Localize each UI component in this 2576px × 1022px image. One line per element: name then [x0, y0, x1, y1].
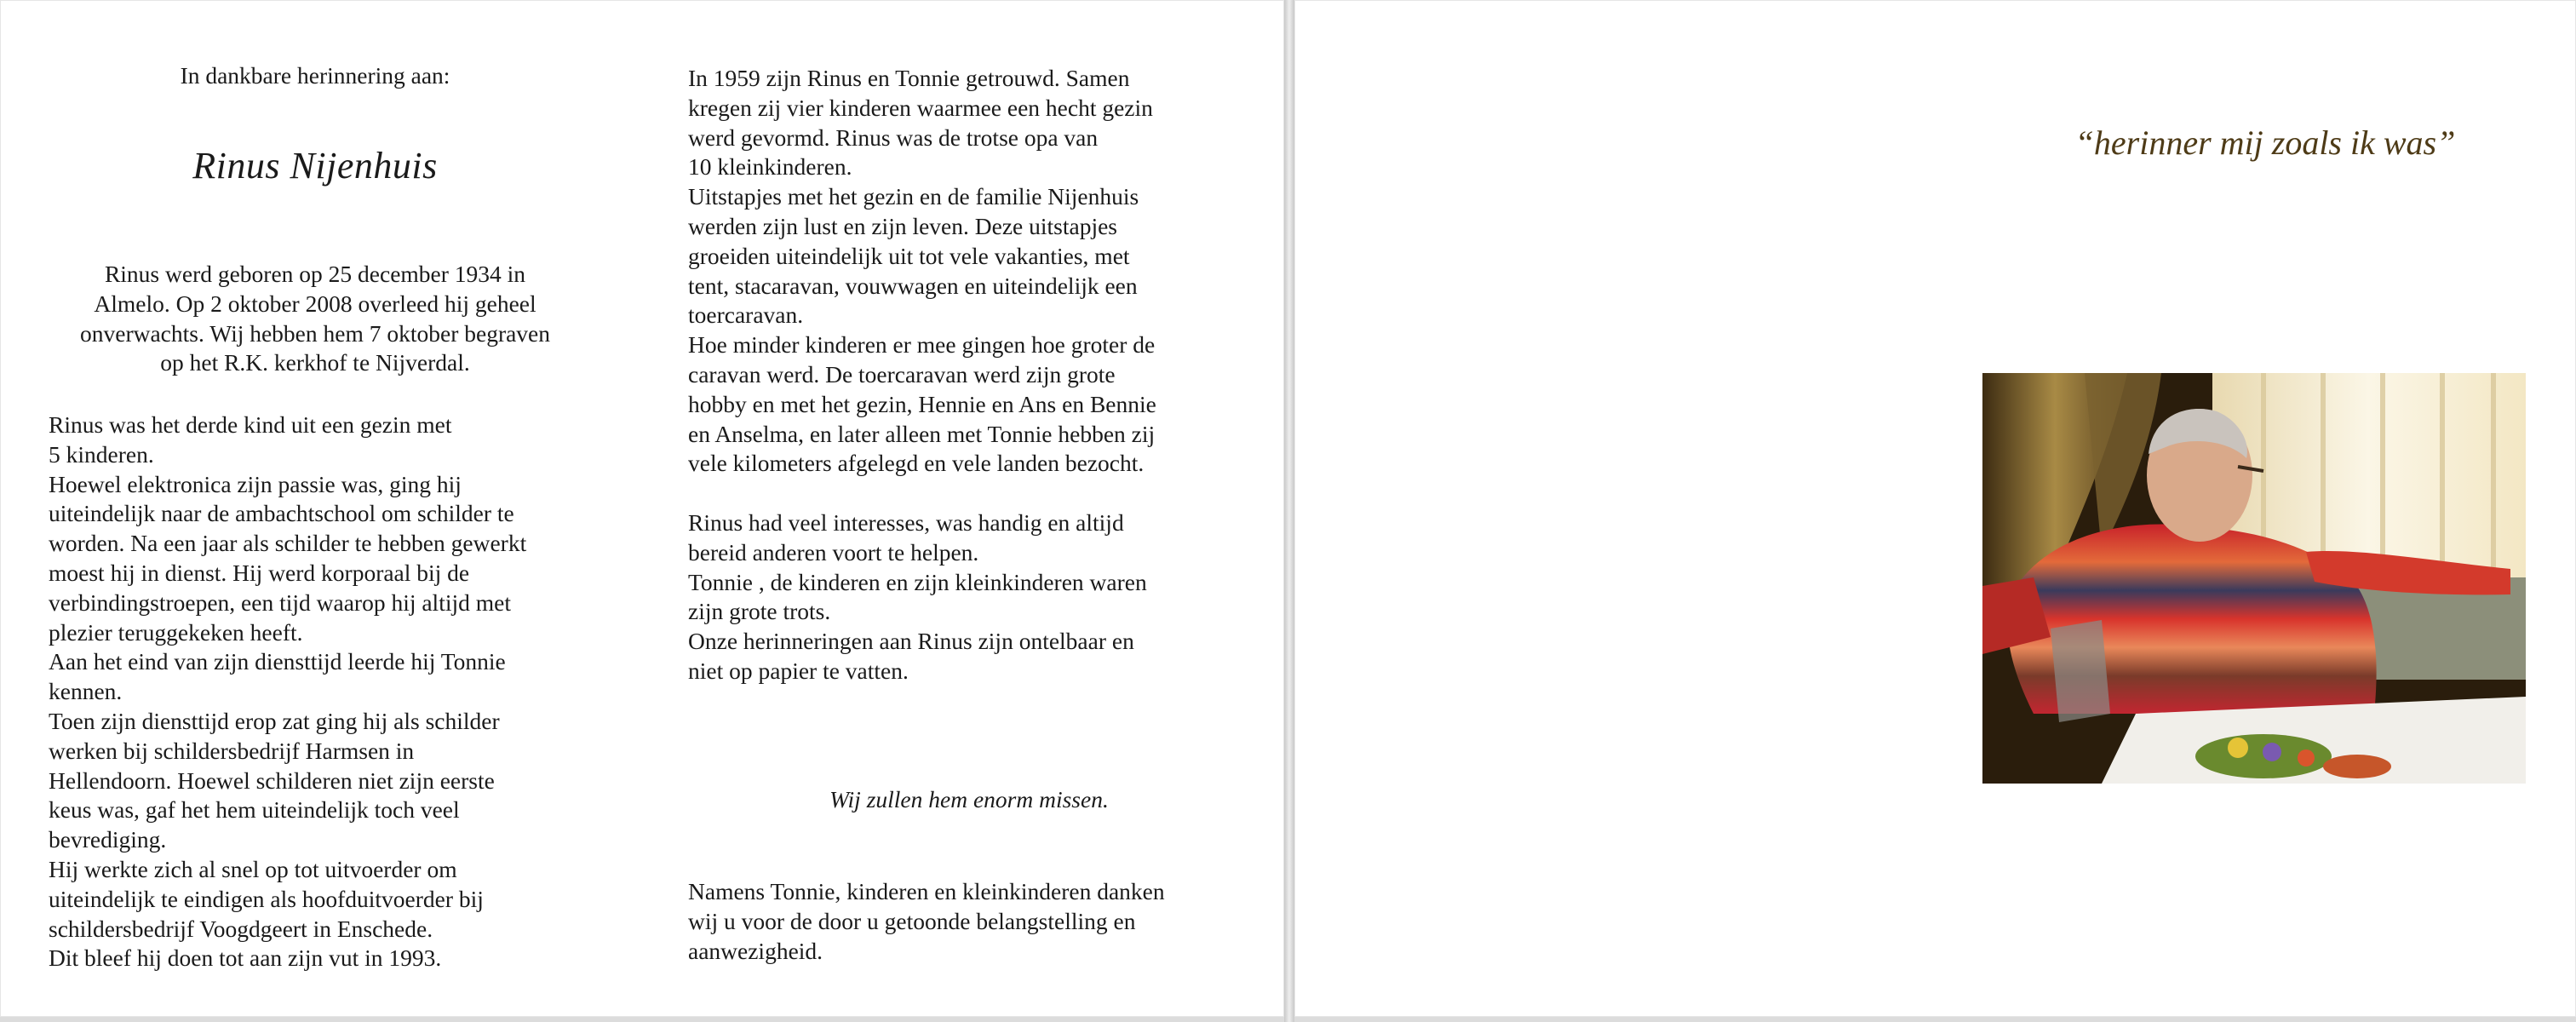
intro-text: Rinus werd geboren op 25 december 1934 in Almelo. Op 2 oktober 2008 overleed hij geheel onverwachts. Wij hebben hem 7 oktober begraven op het R.K. kerkhof te Nijverdal. — [79, 261, 551, 376]
card-fold-divider — [1284, 0, 1294, 1022]
portrait-photo — [1982, 373, 2526, 784]
biography-left-text: Rinus was het derde kind uit een gezin met 5 kinderen. Hoewel elektronica zijn passie was, ging hij uiteindelijk naar de ambachtschool om schilder te worden. Na een jaar als schilder te hebben gewerkt moest hij in dienst. Hij werd korporaal bij de verbindingstroepen, een tijd waarop hij altijd met plezier teruggekeken heeft. Aan het eind van zijn diensttijd leerde hij Tonnie kennen. Toen zijn diensttijd erop zat ging hij als schilder werken bij schildersbedrijf Harmsen in Hellendoorn. Hoewel schilderen niet zijn eerste keus was, gaf het hem uiteindelijk toch veel bevrediging. Hij werkte zich al snel op tot uitvoerder om uiteindelijk te eindigen als hoofduitvoerder bij schildersbedrijf Voogdgeert in Enschede. Dit bleef hij doen tot aan zijn vut in 1993. — [49, 411, 527, 972]
biography-right-text-1: In 1959 zijn Rinus en Tonnie getrouwd. Samen kregen zij vier kinderen waarmee een hecht gezin werd gevormd. Rinus was de trotse opa van 10 kleinkinderen. Uitstapjes met het gezin en de familie Nijenhuis werden zijn lust en zijn leven. Deze uitstapjes groeiden uiteindelijk uit tot vele vakanties, met tent, stacaravan, vouwwagen en uiteindelijk een toercaravan. Hoe minder kinderen er mee gingen hoe groter de caravan werd. De toercaravan werd zijn grote hobby en met het gezin, Hennie en Ans en Bennie en Anselma, en later alleen met Tonnie hebben zij vele kilometers afgelegd en vele landen bezocht. — [688, 65, 1156, 477]
portrait-photo-icon — [1982, 373, 2526, 784]
biography-left-column — [49, 411, 594, 973]
deceased-name: Rinus Nijenhuis — [192, 145, 438, 187]
biography-right-column — [688, 64, 1250, 686]
closing-line: Wij zullen hem enorm missen. — [829, 786, 1109, 812]
thanks-text: Namens Tonnie, kinderen en kleinkinderen danken wij u voor de door u getoonde belangstelling en aanwezigheid. — [688, 878, 1165, 964]
left-card — [0, 0, 1284, 1017]
card-heading: In dankbare herinnering aan: — [180, 62, 450, 89]
memorial-quote: “herinner mij zoals ik was” — [2074, 123, 2456, 162]
thanks-paragraph — [688, 877, 1250, 966]
biography-right-text-2: Rinus had veel interesses, was handig en altijd bereid anderen voort te helpen. Tonnie , de kinderen en zijn kleinkinderen waren zijn grote trots. Onze herinneringen aan Rinus zijn ontelbaar en niet op papier te vatten. — [688, 508, 1147, 684]
intro-paragraph — [51, 260, 579, 378]
